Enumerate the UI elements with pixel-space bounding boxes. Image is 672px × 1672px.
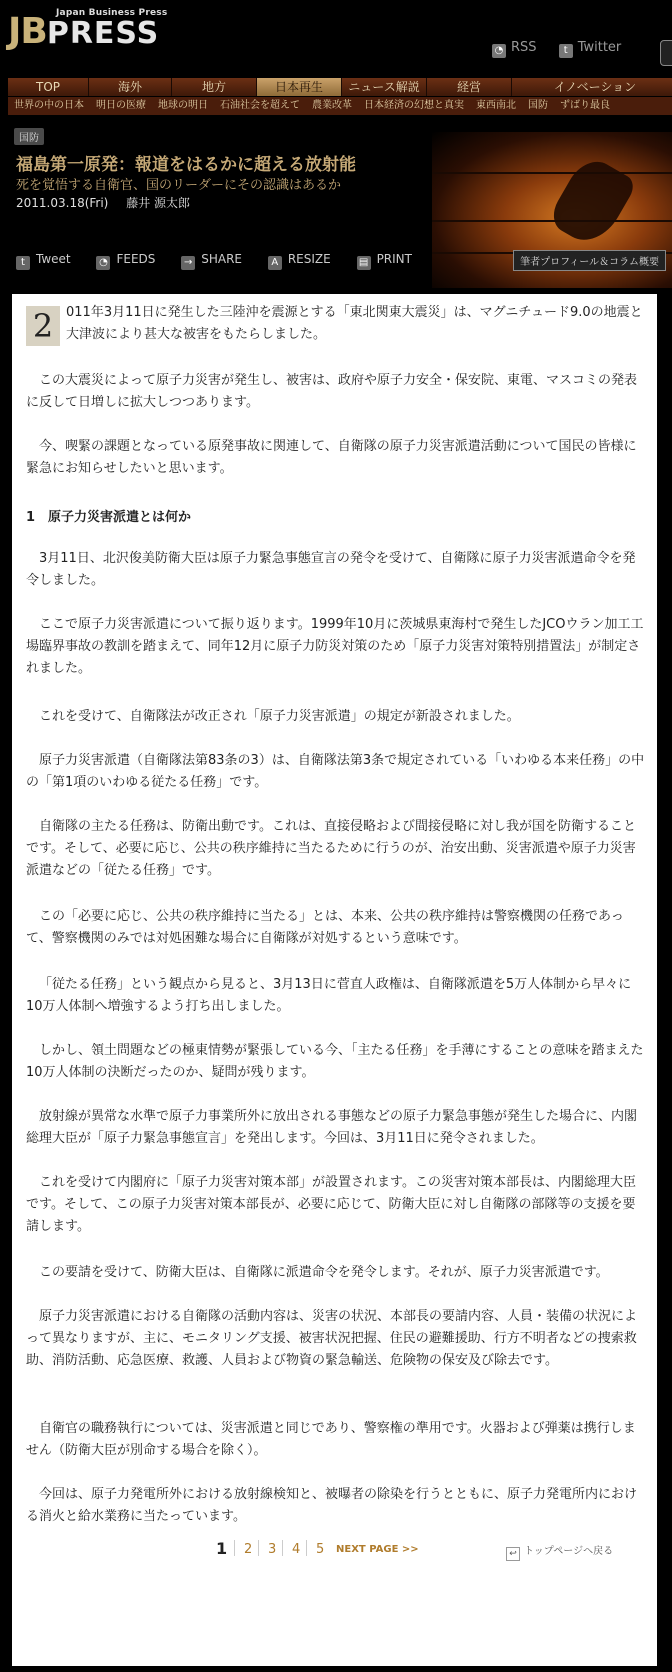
subnav-item[interactable]: 明日の医療 — [96, 100, 146, 111]
logo-tagline: Japan Business Press — [56, 8, 168, 18]
paragraph: この「必要に応じ、公共の秩序維持に当たる」とは、本来、公共の秩序維持は警察機関の任務であって、警察機関のみでは対処困難な場合に自衛隊が対処するという意味です。 — [26, 909, 624, 946]
category-tag[interactable]: 国防 — [14, 128, 44, 145]
resize-button[interactable]: A RESIZE — [268, 252, 331, 266]
pagination — [12, 1536, 657, 1562]
divider — [282, 1540, 283, 1556]
rss-icon: ◔ — [492, 44, 506, 58]
paragraph: しかし、領土問題などの極東情勢が緊張している今、「主たる任務」を手薄にすることの意味を踏まえた10万人体制の決断だったのか、疑問が残ります。 — [26, 1043, 644, 1080]
paragraph: 原子力災害派遣における自衛隊の活動内容は、災害の状況、本部長の要請内容、人員・装備の状況によって異なりますが、主に、モニタリング支援、被害状況把握、住民の避難援助、行方不明者などの捜索救助、消防活動、応急医療、救護、人員および物資の緊急輸送、危険物の保安及び除去です。 — [26, 1309, 638, 1368]
header-links — [492, 40, 639, 58]
subnav-item[interactable]: 農業改革 — [312, 100, 352, 111]
article-hero — [8, 118, 672, 288]
paragraph: ここで原子力災害派遣について振り返ります。1999年10月に茨城県東海村で発生したJCOウラン加工工場臨界事故の教訓を踏まえて、同年12月に原子力防災対策のため「原子力災害対策特別措置法」が制定されました。 — [26, 617, 644, 676]
author-name: 藤井 源太郎 — [126, 196, 191, 210]
subnav-item[interactable]: 石油社会を超えて — [220, 100, 300, 111]
japan-silhouette — [546, 152, 638, 251]
back-to-top-link[interactable]: ↩ トップページへ戻る — [506, 1542, 613, 1561]
tab-news-commentary[interactable]: ニュース解説 — [342, 78, 427, 96]
paragraph: 原子力災害派遣（自衛隊法第83条の3）は、自衛隊法第3条で規定されている「いわゆる本来任務」の中の「第1項のいわゆる従たる任務」です。 — [26, 753, 645, 790]
paragraph: この要請を受けて、防衛大臣は、自衛隊に派遣命令を発令します。それが、原子力災害派遣です。 — [39, 1265, 609, 1280]
divider — [234, 1540, 235, 1556]
page-2-link[interactable]: 2 — [244, 1542, 253, 1557]
tab-japan-revival[interactable]: 日本再生 — [257, 78, 342, 96]
paragraph: 「従たる任務」という観点から見ると、3月13日に菅直人政権は、自衛隊派遣を5万人体制から早々に10万人体制へ増強するよう打ち出しました。 — [26, 977, 632, 1014]
article-toolbar — [16, 252, 434, 270]
rss-icon: ◔ — [96, 256, 110, 270]
sub-nav — [8, 97, 672, 115]
subnav-item[interactable]: 国防 — [528, 100, 548, 111]
rss-link[interactable]: ◔ RSS — [492, 40, 537, 55]
site-logo[interactable]: JBPRESS — [8, 11, 160, 52]
tab-innovation[interactable]: イノベーション — [512, 78, 672, 96]
barbed-wire — [432, 220, 672, 222]
subnav-item[interactable]: 地球の明日 — [158, 100, 208, 111]
subnav-item[interactable]: ずばり最良 — [560, 100, 610, 111]
dateline — [16, 194, 190, 211]
article-body — [12, 294, 657, 1666]
section-heading: 1 原子力災害派遣とは何か — [26, 510, 192, 525]
paragraph: 011年3月11日に発生した三陸沖を震源とする「東北関東大震災」は、マグニチュード9.0の地震と大津波により甚大な被害をもたらしました。 — [66, 305, 643, 342]
paragraph: 今回は、原子力発電所外における放射線検知と、被曝者の除染を行うとともに、原子力発電所内における消火と給水業務に当たっています。 — [26, 1487, 638, 1524]
main-nav — [8, 78, 672, 96]
author-profile-button[interactable]: 筆者プロフィール＆コラム概要 — [513, 250, 666, 271]
paragraph: 自衛官の職務執行については、災害派遣と同じであり、警察権の準用です。火器および弾薬は携行しません（防衛大臣が別命する場合を除く）。 — [26, 1421, 636, 1458]
page-title: 福島第一原発：報道をはるかに超える放射能 — [16, 155, 356, 175]
twitter-link[interactable]: t Twitter — [559, 40, 622, 55]
share-button[interactable]: → SHARE — [181, 252, 242, 266]
page-3-link[interactable]: 3 — [268, 1542, 277, 1557]
tweet-button[interactable]: t Tweet — [16, 252, 71, 266]
paragraph: これを受けて内閣府に「原子力災害対策本部」が設置されます。この災害対策本部長は、内閣総理大臣です。そして、この原子力災害対策本部長が、必要に応じて、防衛大臣に対し自衛隊の部隊等の支援を要請します。 — [26, 1175, 636, 1234]
search-input[interactable] — [660, 40, 672, 66]
paragraph: この大震災によって原子力災害が発生し、被害は、政府や原子力安全・保安院、東電、マスコミの発表に反して日増しに拡大しつつあります。 — [26, 373, 638, 410]
paragraph: 今、喫緊の課題となっている原発事故に関連して、自衛隊の原子力災害派遣活動について国民の皆様に緊急にお知らせしたいと思います。 — [26, 439, 637, 476]
feeds-button[interactable]: ◔ FEEDS — [96, 252, 155, 266]
drop-cap: 2 — [26, 306, 60, 346]
subnav-item[interactable]: 東西南北 — [476, 100, 516, 111]
subnav-item[interactable]: 世界の中の日本 — [14, 100, 84, 111]
resize-icon: A — [268, 256, 282, 270]
divider — [306, 1540, 307, 1556]
twitter-icon: t — [16, 256, 30, 270]
print-icon: ▤ — [357, 256, 371, 270]
page-4-link[interactable]: 4 — [292, 1542, 301, 1557]
site-header — [0, 0, 672, 78]
subnav-item[interactable]: 日本経済の幻想と真実 — [364, 100, 464, 111]
paragraph: 放射線が異常な水準で原子力事業所外に放出される事態などの原子力緊急事態が発生した場合に、内閣総理大臣が「原子力緊急事態宣言」を発出します。今回は、3月11日に発令されました。 — [26, 1109, 638, 1146]
print-button[interactable]: ▤ PRINT — [357, 252, 412, 266]
tab-regional[interactable]: 地方 — [172, 78, 257, 96]
tab-management[interactable]: 経営 — [427, 78, 512, 96]
share-icon: → — [181, 256, 195, 270]
page-1-link[interactable]: 1 — [216, 1539, 228, 1558]
page-subtitle: 死を覚悟する自衛官、国のリーダーにその認識はあるか — [16, 178, 342, 193]
barbed-wire — [432, 172, 672, 174]
publish-date: 2011.03.18(Fri) — [16, 196, 109, 210]
tab-overseas[interactable]: 海外 — [89, 78, 172, 96]
tab-top[interactable]: TOP — [8, 78, 89, 96]
page-5-link[interactable]: 5 — [316, 1542, 325, 1557]
paragraph: 自衛隊の主たる任務は、防衛出動です。これは、直接侵略および間接侵略に対し我が国を防衛することです。そして、必要に応じ、公共の秩序維持に当たるために行うのが、治安出動、災害派遣や原子力災害派遣などの「従たる任務」です。 — [26, 819, 636, 878]
paragraph: 3月11日、北沢俊美防衛大臣は原子力緊急事態宣言の発令を受けて、自衛隊に原子力災害派遣命令を発令しました。 — [26, 551, 636, 588]
twitter-icon: t — [559, 44, 573, 58]
divider — [258, 1540, 259, 1556]
back-arrow-icon: ↩ — [506, 1547, 520, 1561]
next-page-link[interactable]: NEXT PAGE >> — [336, 1544, 419, 1555]
paragraph: これを受けて、自衛隊法が改正され「原子力災害派遣」の規定が新設されました。 — [39, 709, 520, 724]
